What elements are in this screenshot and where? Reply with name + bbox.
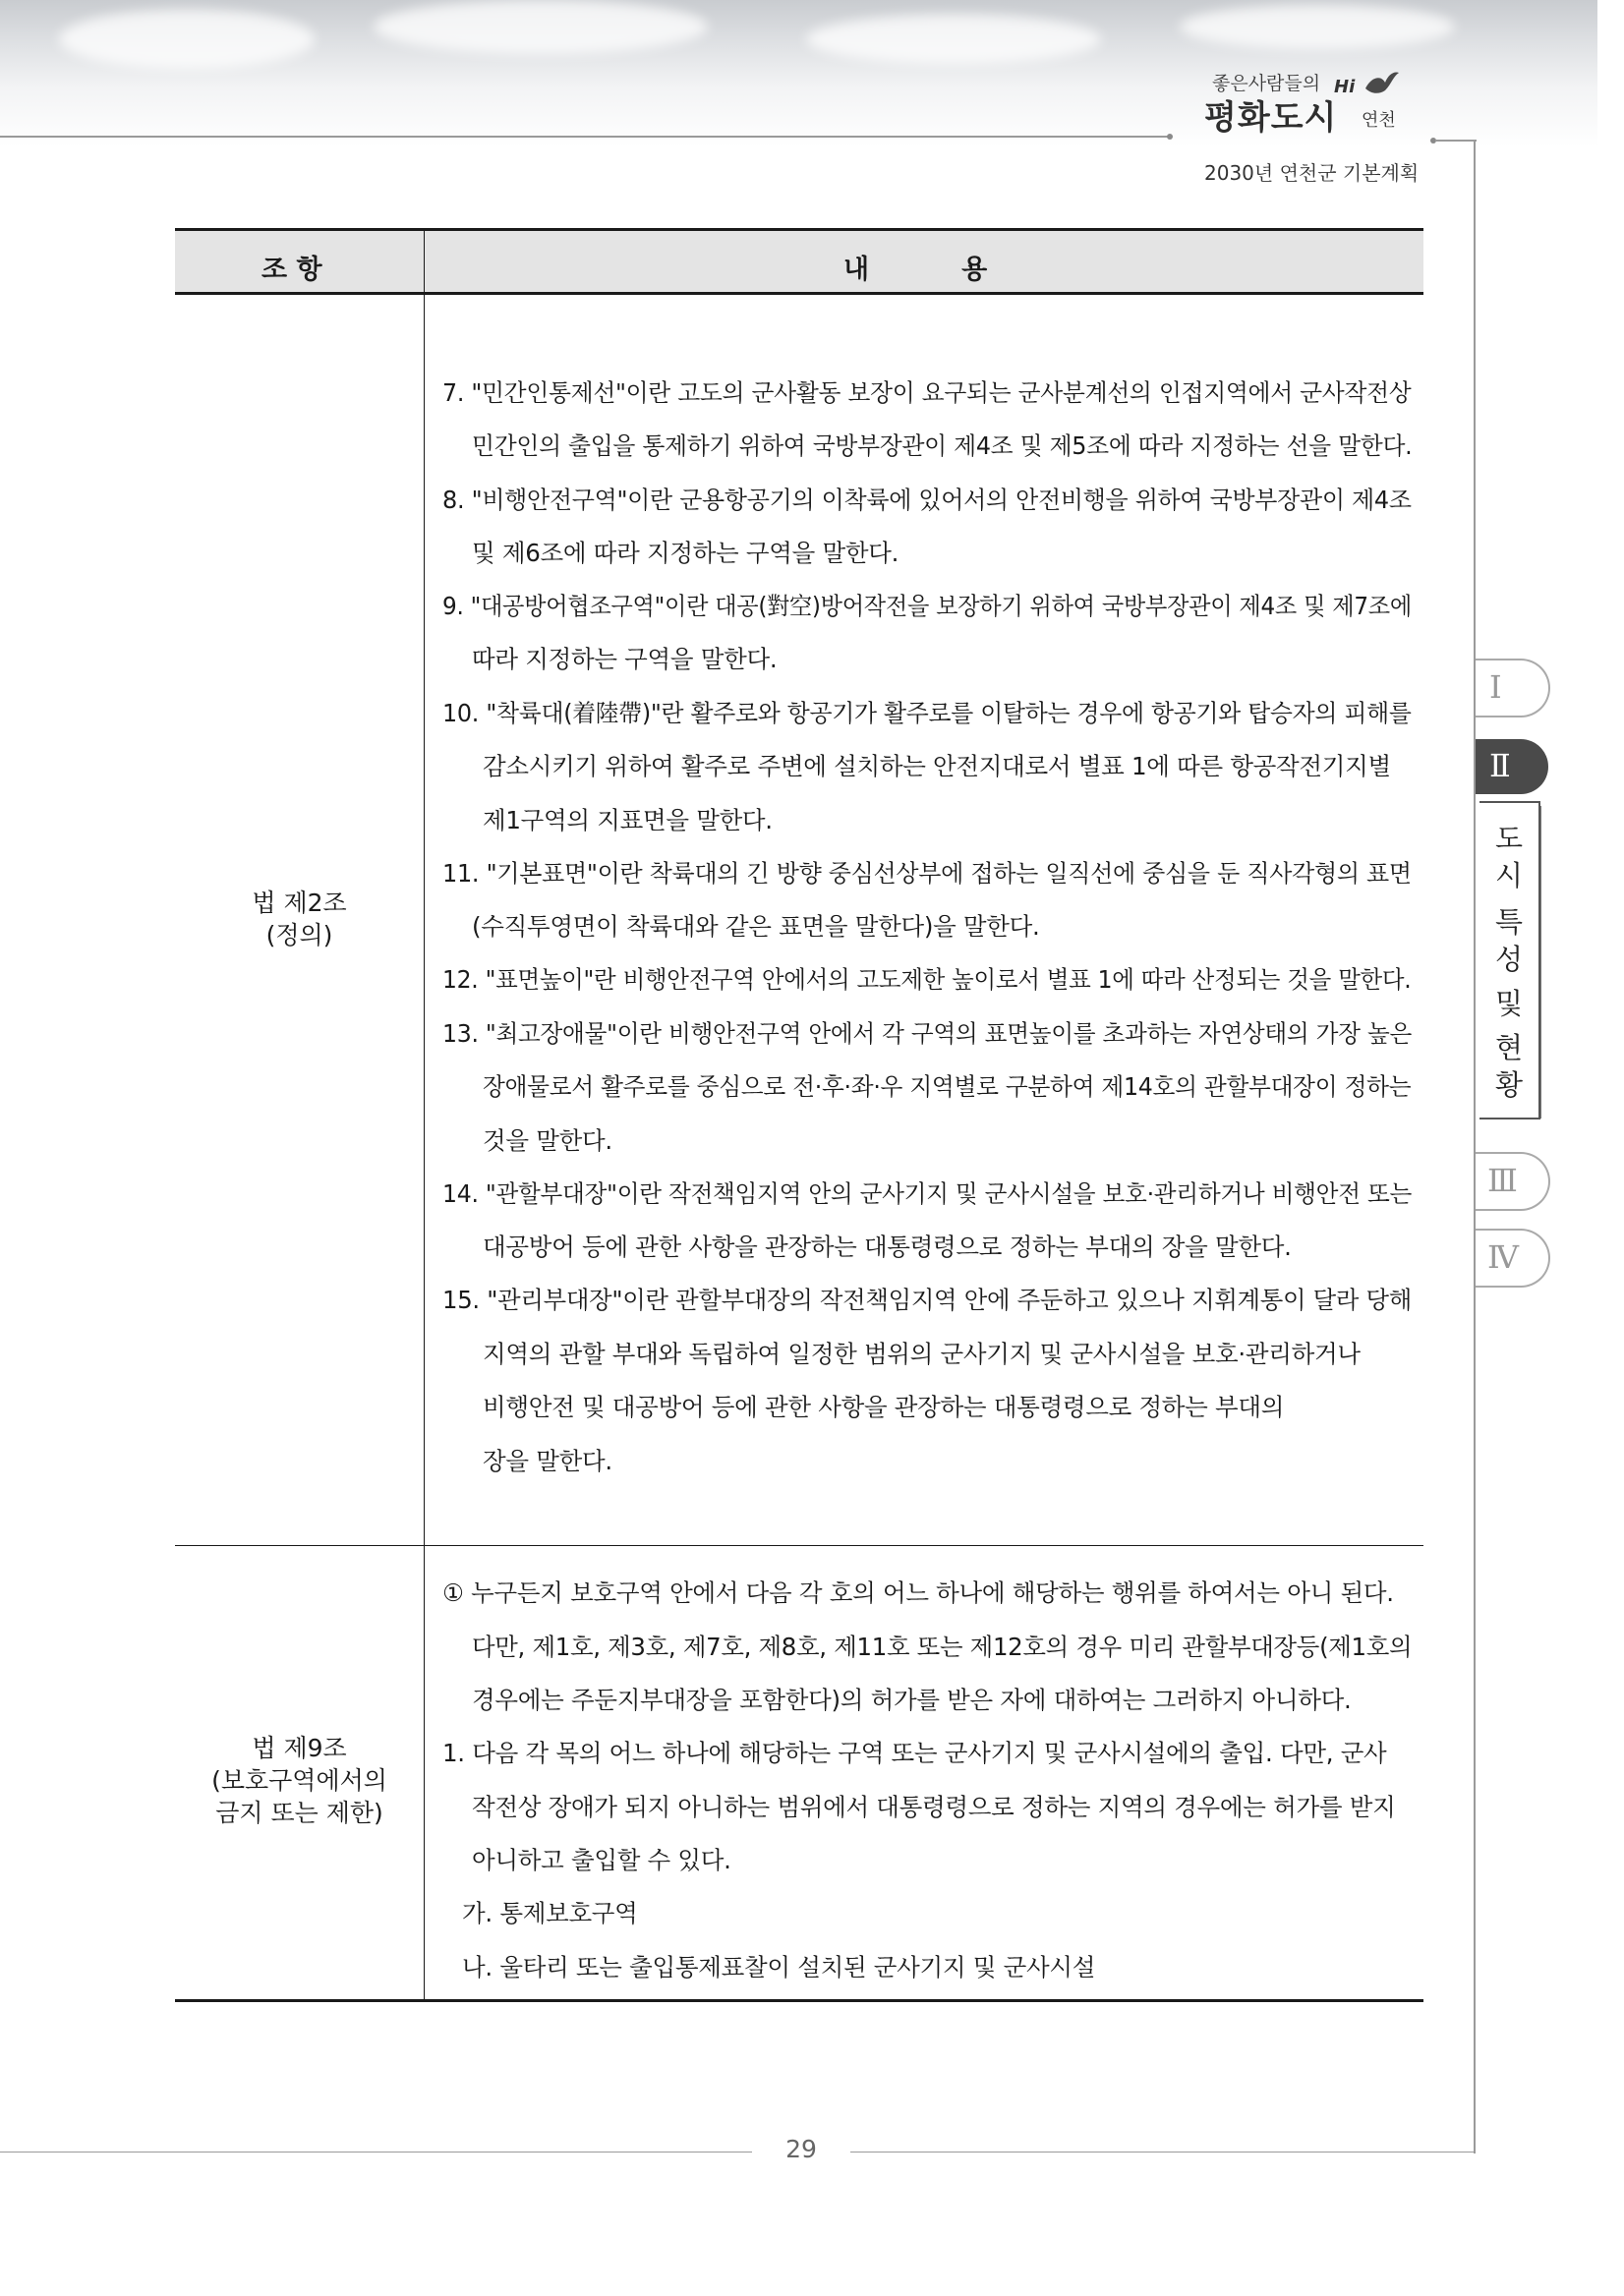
content-line: 지역의 관할 부대와 독립하여 일정한 범위의 군사기지 및 군사시설을 보호·관리하거나 xyxy=(483,1340,1361,1368)
column-divider xyxy=(424,228,425,2002)
table-header xyxy=(175,231,1423,292)
law-table xyxy=(175,228,1423,2002)
content-line: 것을 말한다. xyxy=(483,1126,612,1155)
chapter-tab-3[interactable] xyxy=(1476,1152,1550,1211)
content-line: 14. "관할부대장"이란 작전책임지역 안의 군사기지 및 군사시설을 보호·관리하거나 비행안전 또는 xyxy=(442,1179,1413,1208)
content-line: 13. "최고장애물"이란 비행안전구역 안에서 각 구역의 표면높이를 초과하는 자연상태의 가장 높은 xyxy=(442,1019,1413,1048)
content-line: 감소시키기 위하여 활주로 주변에 설치하는 안전지대로서 별표 1에 따른 항공작전기지별 xyxy=(483,752,1391,780)
chapter-tab-1[interactable] xyxy=(1476,659,1550,718)
content-line: 비행안전 및 대공방어 등에 관한 사항을 관장하는 대통령령으로 정하는 부대의 xyxy=(483,1393,1285,1421)
chapter-tab-2-active[interactable] xyxy=(1476,739,1548,794)
logo-town: 연천 xyxy=(1362,110,1396,131)
article-cell xyxy=(175,887,424,951)
section-label-char: 도 xyxy=(1494,822,1523,855)
content-line: 다만, 제1호, 제3호, 제7호, 제8호, 제11호 또는 제12호의 경우 미리 관할부대장등(제1호의 xyxy=(472,1633,1413,1661)
logo-tagline: 좋은사람들의 xyxy=(1212,73,1321,94)
section-label-char: 황 xyxy=(1494,1068,1523,1102)
article-title: (보호구역에서의 xyxy=(211,1766,387,1795)
content-line: 11. "기본표면"이란 착륙대의 긴 방향 중심선상부에 접하는 일직선에 중심을 둔 직사각형의 표면 xyxy=(442,859,1412,888)
content-line: 대공방어 등에 관한 사항을 관장하는 대통령령으로 정하는 부대의 장을 말한다. xyxy=(483,1233,1292,1261)
content-line: 12. "표면높이"란 비행안전구역 안에서의 고도제한 높이로서 별표 1에 따라 산정되는 것을 말한다. xyxy=(442,965,1412,994)
content-line: 나. 울타리 또는 출입통제표찰이 설치된 군사기지 및 군사시설 xyxy=(462,1953,1096,1981)
table-header-rule xyxy=(175,292,1423,295)
content-line: 1. 다음 각 목의 어느 하나에 해당하는 구역 또는 군사기지 및 군사시설에의 출입. 다만, 군사 xyxy=(442,1739,1387,1767)
header-article: 조 항 xyxy=(261,255,322,285)
content-line: 장애물로서 활주로를 중심으로 전·후·좌·우 지역별로 구분하여 제14호의 관할부대장이 정하는 xyxy=(483,1072,1412,1101)
header-rule-dot xyxy=(1167,134,1173,140)
chapter-tab-4[interactable] xyxy=(1476,1229,1550,1288)
header-rule xyxy=(1435,140,1477,142)
page-frame-line xyxy=(1474,140,1476,2153)
city-logo xyxy=(1175,69,1440,162)
content-line: 15. "관리부대장"이란 관할부대장의 작전책임지역 안에 주둔하고 있으나 지휘계통이 달라 당해 xyxy=(442,1286,1413,1314)
logo-hi: Hi xyxy=(1334,77,1356,97)
chapter-tab-label: Ⅰ xyxy=(1489,668,1502,706)
content-line: 민간인의 출입을 통제하기 위하여 국방부장관이 제4조 및 제5조에 따라 지정하는 선을 말한다. xyxy=(472,431,1413,460)
chapter-tab-label: Ⅱ xyxy=(1489,747,1511,784)
table-bottom-rule xyxy=(175,1999,1423,2002)
content-line: 경우에는 주둔지부대장을 포함한다)의 허가를 받은 자에 대하여는 그러하지 아니하다. xyxy=(472,1686,1352,1714)
content-line: 작전상 장애가 되지 아니하는 범위에서 대통령령으로 정하는 지역의 경우에는 허가를 받지 xyxy=(472,1793,1396,1821)
article-cell xyxy=(175,1732,424,1829)
section-label-char: 성 xyxy=(1494,943,1523,976)
content-line: 9. "대공방어협조구역"이란 대공(對空)방어작전을 보장하기 위하여 국방부장관이 제4조 및 제7조에 xyxy=(442,592,1412,620)
content-line: 따라 지정하는 구역을 말한다. xyxy=(472,645,778,673)
content-line: 가. 통제보호구역 xyxy=(462,1899,638,1927)
article-title: (정의) xyxy=(265,921,333,949)
section-label-char: 시 xyxy=(1494,859,1523,892)
chapter-tab-label: Ⅳ xyxy=(1487,1238,1519,1276)
article-title: 금지 또는 제한) xyxy=(215,1799,383,1827)
chapter-tab-label: Ⅲ xyxy=(1487,1162,1518,1199)
section-label-char: 특 xyxy=(1494,905,1523,939)
content-line: ① 누구든지 보호구역 안에서 다음 각 호의 어느 하나에 해당하는 행위를 하여서는 아니 된다. xyxy=(442,1578,1394,1607)
content-line: 10. "착륙대(着陸帶)"란 활주로와 항공기가 활주로를 이탈하는 경우에 항공기와 탑승자의 피해를 xyxy=(442,699,1412,727)
article-number: 법 제9조 xyxy=(252,1734,347,1762)
row-divider xyxy=(175,1545,1423,1546)
logo-title: 평화도시 xyxy=(1204,98,1338,138)
content-line: 아니하고 출입할 수 있다. xyxy=(472,1846,731,1874)
content-line: 및 제6조에 따라 지정하는 구역을 말한다. xyxy=(472,539,899,567)
section-label-char: 및 xyxy=(1494,987,1523,1020)
content-line: 7. "민간인통제선"이란 고도의 군사활동 보장이 요구되는 군사분계선의 인접지역에서 군사작전상 xyxy=(442,378,1412,407)
bird-icon xyxy=(1362,69,1401,98)
content-line: 8. "비행안전구역"이란 군용항공기의 이착륙에 있어서의 안전비행을 위하여 국방부장관이 제4조 xyxy=(442,486,1412,514)
content-line: 제1구역의 지표면을 말한다. xyxy=(483,806,773,834)
article-number: 법 제2조 xyxy=(252,889,347,917)
content-line: (수직투영면이 착륙대와 같은 표면을 말한다)을 말한다. xyxy=(472,912,1040,941)
content-line: 장을 말한다. xyxy=(483,1447,612,1475)
section-label-char: 현 xyxy=(1494,1031,1523,1064)
page-number: 29 xyxy=(785,2135,817,2163)
document-subtitle: 2030년 연천군 기본계획 xyxy=(1204,161,1420,185)
header-content: 내 용 xyxy=(843,255,988,285)
header-rule xyxy=(0,136,1170,138)
